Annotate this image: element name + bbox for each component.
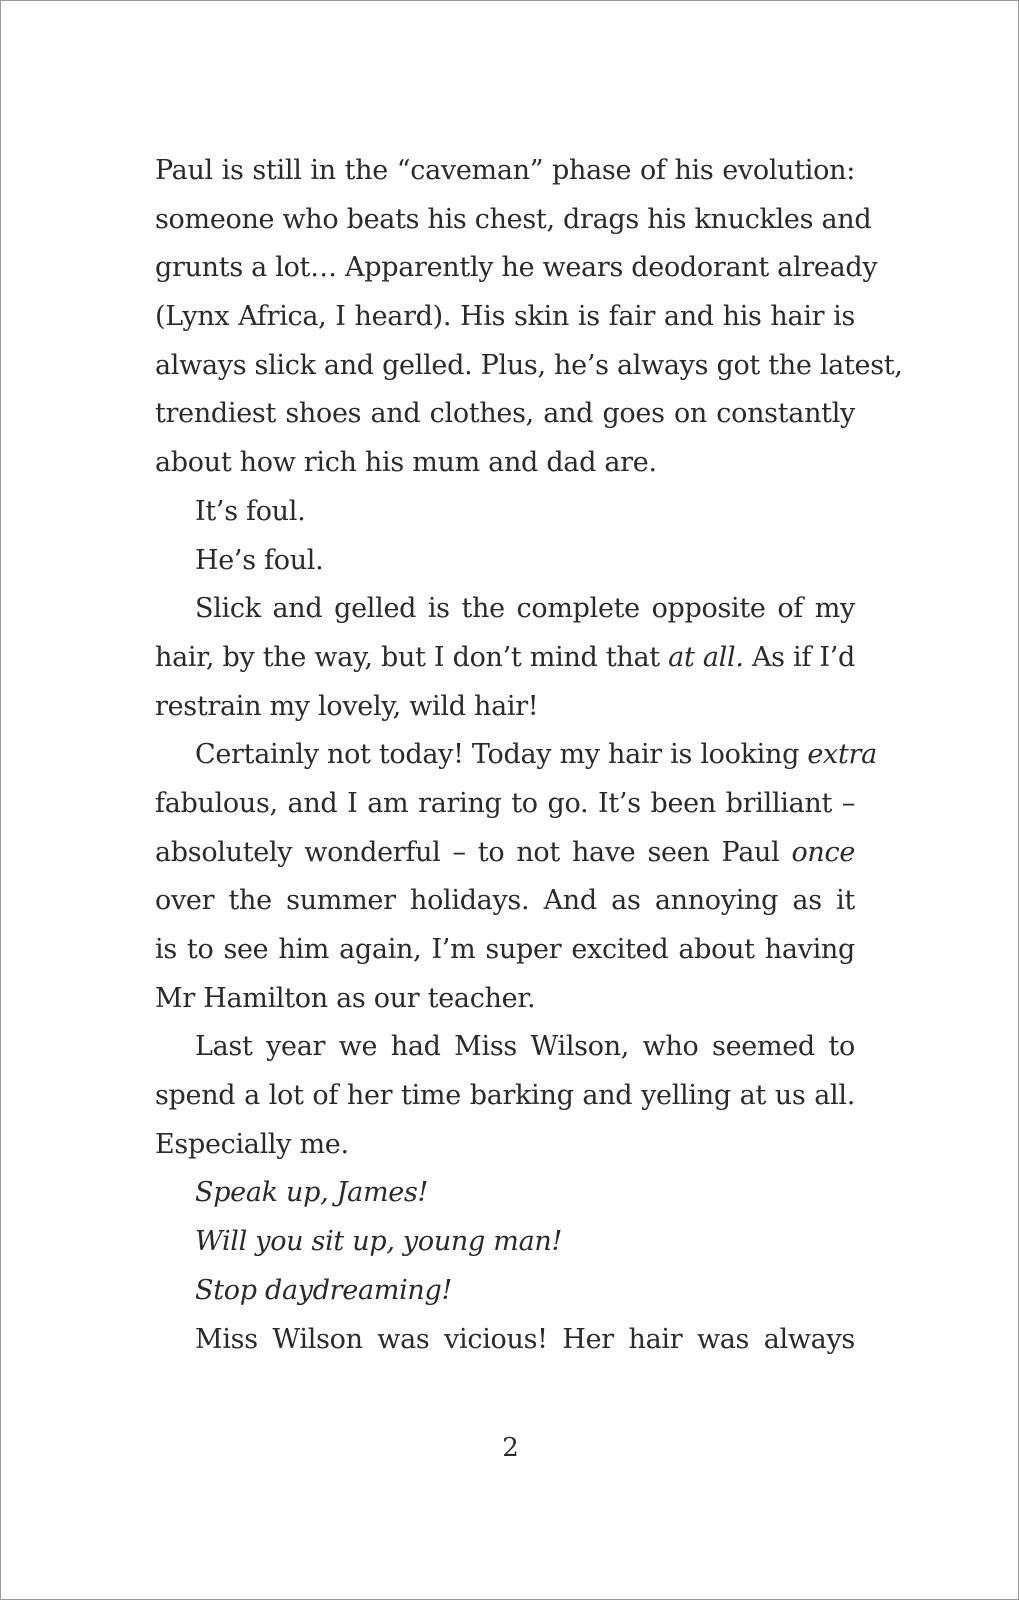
text-run: someone who beats his chest, drags his knuckles and [155,203,872,235]
text-run: Miss Wilson was vicious! Her hair was always [195,1323,855,1355]
body-text [155,147,903,1364]
text-line [155,877,855,926]
text-run: Mr Hamilton as our teacher. [155,982,536,1014]
text-line [155,1218,855,1267]
text-line [155,342,903,391]
text-run: As if I’d [743,641,856,673]
text-run: trendiest shoes and clothes, and goes on constantly [155,398,855,430]
text-run: about how rich his mum and dad are. [155,447,657,479]
text-line [155,1121,855,1170]
text-run: Slick and gelled is the complete opposite of my [195,593,855,625]
text-line [155,439,855,488]
text-line [155,537,855,586]
page-number: 2 [502,1433,519,1463]
text-run: Certainly not today! Today my hair is looking [195,739,808,771]
text-run: (Lynx Africa, I heard). His skin is fair and his hair is [155,301,855,333]
text-line [155,683,855,732]
text-line [155,1072,855,1121]
text-run: grunts a lot… Apparently he wears deodorant already [155,252,878,284]
text-run: spend a lot of her time barking and yelling at us all. [155,1080,855,1112]
text-line [155,390,855,439]
text-line [155,780,855,829]
italic-text: extra [807,739,877,771]
text-line [155,488,855,537]
text-run: He’s foul. [195,544,324,576]
text-run: absolutely wonderful – to not have seen Paul [155,836,792,868]
text-line [155,147,855,196]
text-line [155,634,855,683]
italic-text: once [791,836,855,868]
text-line [155,1316,855,1365]
text-line [155,975,855,1024]
italic-text: Stop daydreaming! [195,1274,453,1306]
text-run: fabulous, and I am raring to go. It’s been brilliant – [155,787,855,819]
text-line [155,293,855,342]
text-run: over the summer holidays. And as annoying as it [155,885,855,917]
text-line [155,926,855,975]
text-run: Paul is still in the “caveman” phase of his evolution: [155,155,855,186]
text-line [155,1169,855,1218]
text-line [155,1023,855,1072]
italic-text: Speak up, James! [195,1177,429,1209]
text-line [155,829,855,878]
text-line [155,1267,855,1316]
text-run: always slick and gelled. Plus, he’s always got the latest, [155,349,903,381]
text-line [155,244,878,293]
text-run: Especially me. [155,1128,349,1160]
text-line [155,585,855,634]
text-run: is to see him again, I’m super excited about having [155,934,855,965]
italic-text: at all. [668,641,744,673]
text-run: It’s foul. [195,495,306,527]
text-run: hair, by the way, but I don’t mind that [155,641,669,673]
text-line [155,731,877,780]
italic-text: Will you sit up, young man! [195,1226,562,1258]
text-run: restrain my lovely, wild hair! [155,690,539,722]
text-line [155,196,872,245]
text-run: Last year we had Miss Wilson, who seemed to [195,1031,855,1063]
